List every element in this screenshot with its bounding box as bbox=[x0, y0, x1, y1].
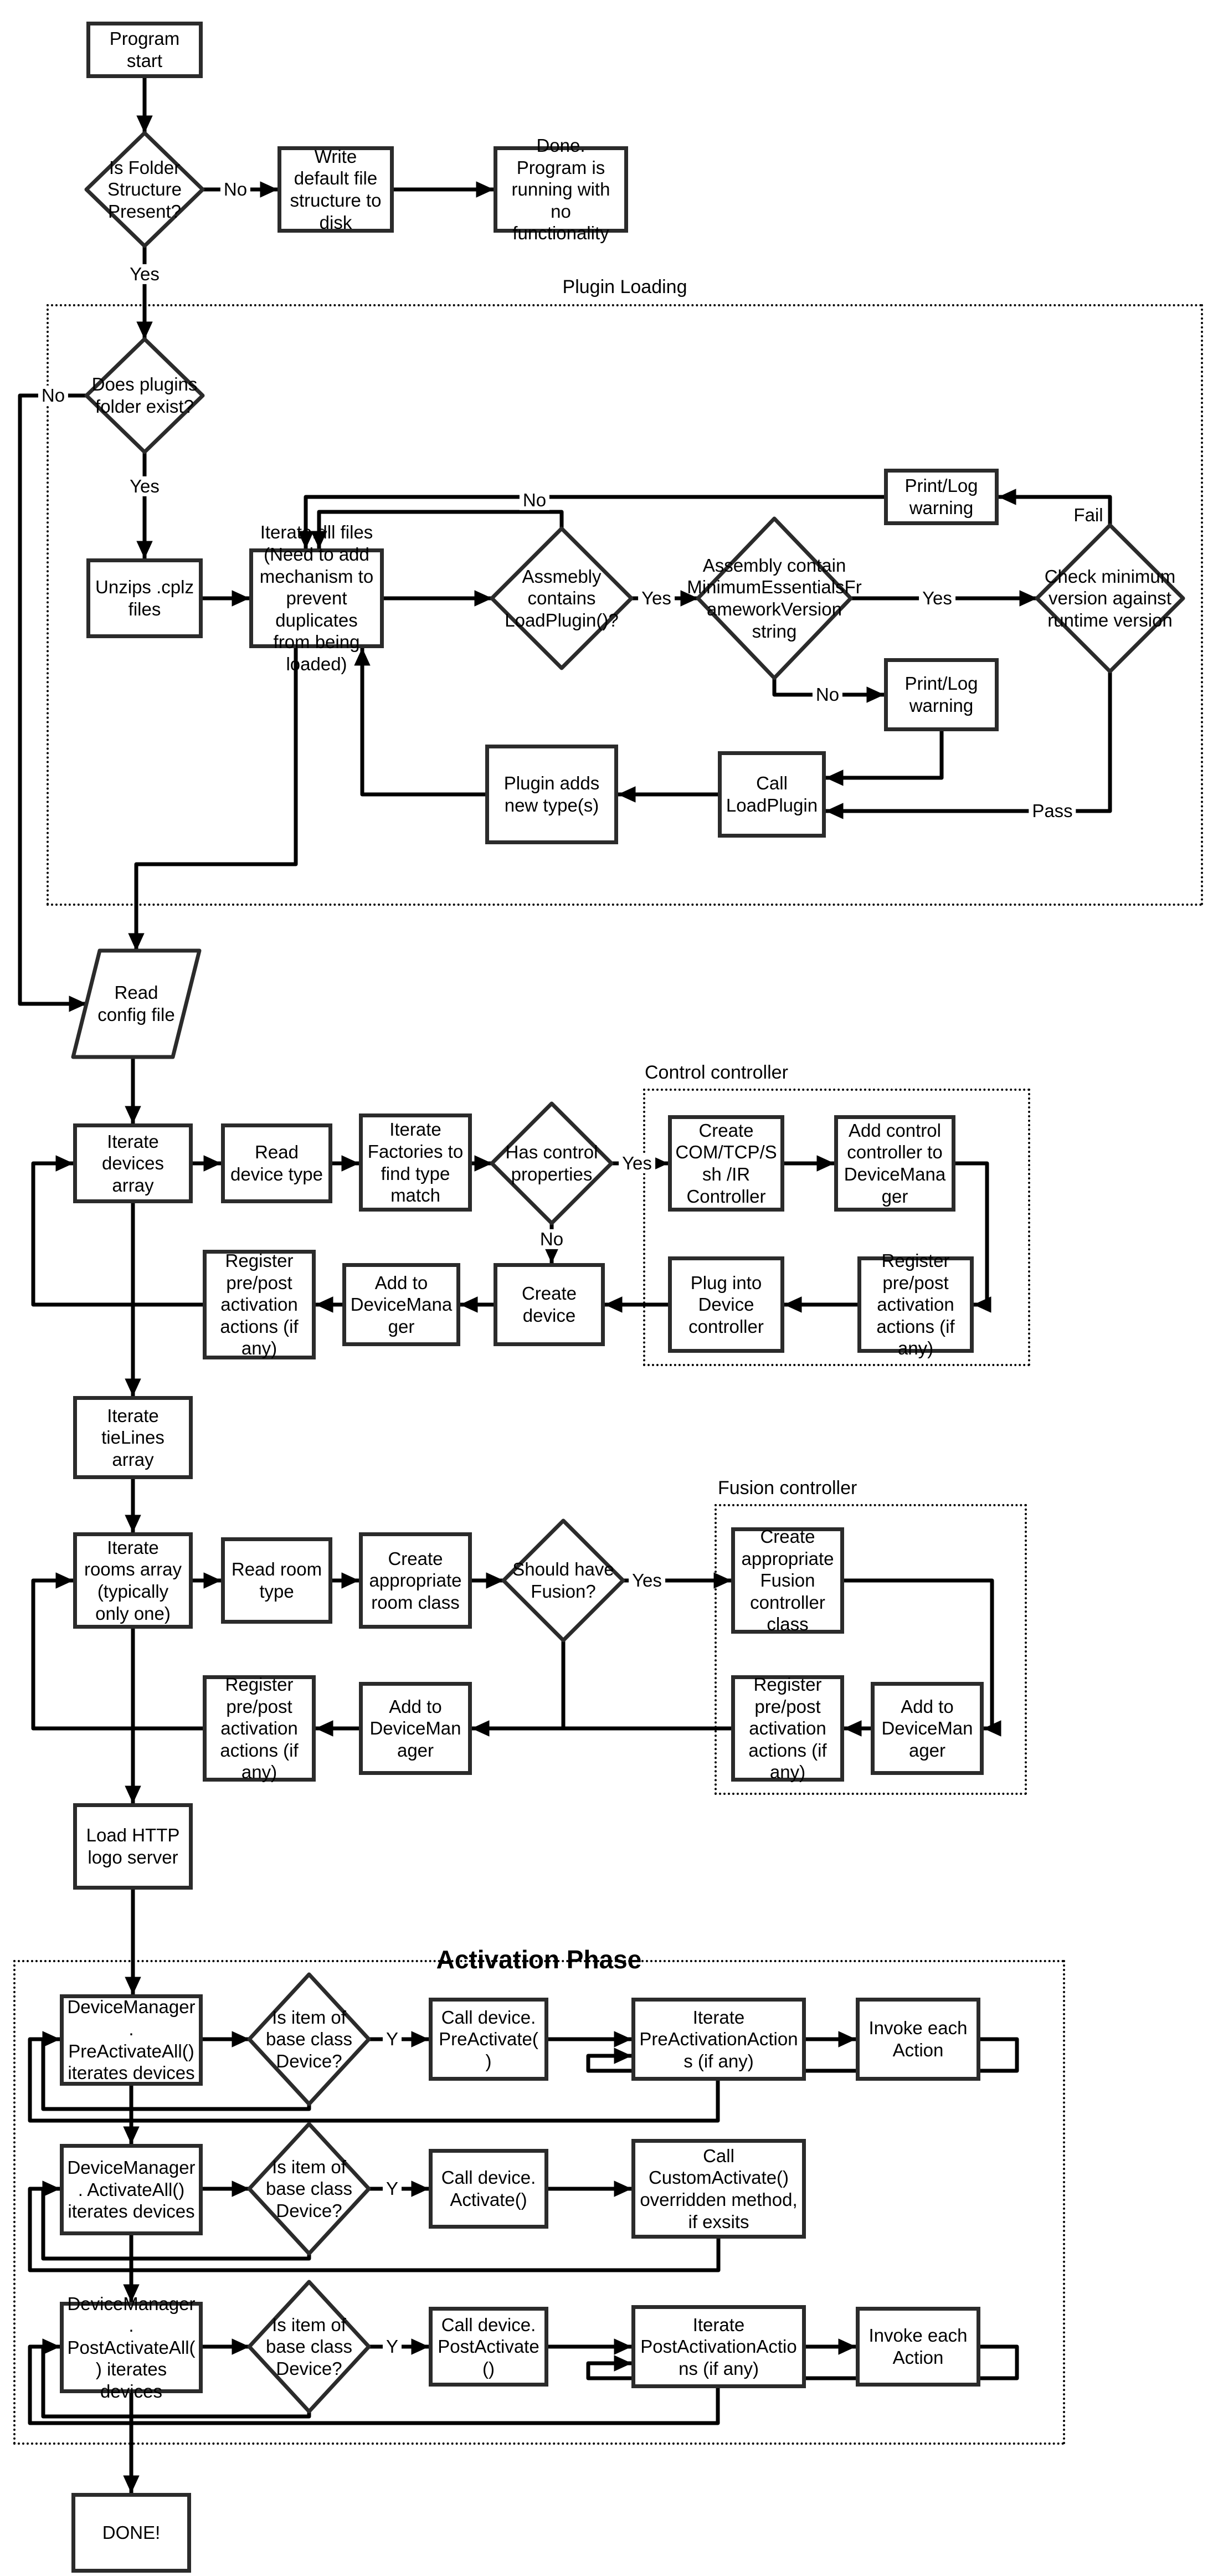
node-register-ctrl-actions: Register pre/post activation actions (if any) bbox=[857, 1256, 974, 1353]
edge-label-post-y: Y bbox=[383, 2337, 402, 2357]
edge-pluginadds-loop bbox=[362, 648, 485, 794]
edge-label-plugins-yes: Yes bbox=[126, 476, 163, 496]
node-dm-activateall: DeviceManager. ActivateAll() iterates devices bbox=[60, 2144, 203, 2235]
node-program-start: Program start bbox=[86, 22, 203, 78]
node-read-room-type: Read room type bbox=[221, 1537, 332, 1624]
node-call-preactivate: Call device. PreActivate() bbox=[429, 1998, 548, 2081]
edge-dll-to-config bbox=[136, 648, 296, 951]
edge-label-assmebly-yes: Yes bbox=[638, 588, 675, 608]
edge-label-control-no: No bbox=[537, 1229, 567, 1249]
edge-label-control-yes: Yes bbox=[619, 1153, 655, 1173]
edge-label-folder-no: No bbox=[220, 179, 250, 199]
node-invoke-each-action-3: Invoke each Action bbox=[856, 2307, 980, 2387]
edge-label-folder-yes: Yes bbox=[126, 264, 163, 284]
node-unzips-cplz: Unzips .cplz files bbox=[86, 558, 203, 638]
edge-label-assemblymin-yes: Yes bbox=[919, 588, 955, 608]
node-dm-postactivateall: DeviceManager. PostActivateAll() iterates devices bbox=[60, 2302, 203, 2393]
label-is-base-class-1: Is item of base class Device? bbox=[266, 2007, 352, 2071]
edge-label-plugins-no: No bbox=[38, 386, 68, 406]
node-write-default: Write default file structure to disk bbox=[277, 146, 394, 233]
fusion-controller-label: Fusion controller bbox=[718, 1477, 857, 1499]
node-read-device-type: Read device type bbox=[221, 1123, 332, 1203]
label-should-fusion: Should have Fusion? bbox=[512, 1559, 614, 1602]
node-add-control-controller: Add control controller to DeviceManager bbox=[834, 1115, 955, 1212]
node-plug-into-device-controller: Plug into Device controller bbox=[668, 1256, 784, 1353]
control-controller-label: Control controller bbox=[645, 1062, 788, 1083]
label-folder-present: Is Folder Structure Present? bbox=[107, 157, 182, 222]
edge-label-act-y: Y bbox=[383, 2179, 402, 2199]
node-call-activate: Call device. Activate() bbox=[429, 2149, 548, 2229]
label-read-config: Read config file bbox=[97, 982, 175, 1025]
plugin-loading-label: Plugin Loading bbox=[562, 276, 687, 297]
label-assmebly-loadplugin: Assmebly contains LoadPlugin()? bbox=[505, 566, 619, 630]
node-iterate-devices: Iterate devices array bbox=[73, 1123, 193, 1203]
node-iterate-rooms: Iterate rooms array (typically only one) bbox=[73, 1532, 193, 1629]
node-printlog-warning-bottom: Print/Log warning bbox=[884, 658, 999, 731]
node-iterate-tielines: Iterate tieLines array bbox=[73, 1396, 193, 1479]
edge-label-check-pass: Pass bbox=[1029, 801, 1076, 821]
label-is-base-class-2: Is item of base class Device? bbox=[266, 2156, 352, 2221]
node-dm-preactivateall: DeviceManager. PreActivateAll() iterates devices bbox=[60, 1994, 203, 2086]
edge-label-check-fail: Fail bbox=[1070, 505, 1106, 525]
label-assembly-minimum: Assembly contain MinimumEssentialsFrameworkVersion string bbox=[687, 555, 862, 642]
node-create-device: Create device bbox=[494, 1263, 605, 1346]
node-register-fusion-actions: Register pre/post activation actions (if any) bbox=[731, 1675, 844, 1782]
node-iterate-preactivationactions: Iterate PreActivationActions (if any) bbox=[631, 1998, 806, 2081]
node-call-postactivate: Call device. PostActivate() bbox=[429, 2307, 548, 2387]
node-plugin-adds-types: Plugin adds new type(s) bbox=[485, 745, 618, 844]
node-create-com-controller: Create COM/TCP/Ssh /IR Controller bbox=[668, 1115, 784, 1212]
node-register-room-actions: Register pre/post activation actions (if any) bbox=[203, 1675, 316, 1782]
edge-label-assmebly-no: No bbox=[520, 490, 549, 510]
edge-plugins-no bbox=[20, 396, 86, 1004]
label-check-min-version: Check minimum version against runtime version bbox=[1044, 566, 1176, 630]
node-add-to-devicemanager-dev: Add to DeviceManager bbox=[342, 1263, 460, 1346]
node-add-to-devicemanager-fusion: Add to DeviceManager bbox=[871, 1682, 984, 1775]
node-done: DONE! bbox=[71, 2493, 191, 2573]
node-create-room-class: Create appropriate room class bbox=[359, 1532, 472, 1629]
edge-printlogbottom-to-call bbox=[826, 731, 942, 778]
node-iterate-postactivationactions: Iterate PostActivationActions (if any) bbox=[631, 2305, 806, 2388]
node-load-http-logo-server: Load HTTP logo server bbox=[73, 1803, 193, 1890]
node-invoke-each-action-1: Invoke each Action bbox=[856, 1998, 980, 2081]
node-done-no-functionality: Done. Program is running with no functionality bbox=[494, 146, 628, 233]
activation-phase-label: Activation Phase bbox=[436, 1945, 642, 1974]
node-iterate-dll: Iterate.dll files (Need to add mechanism to prevent duplicates from being loaded) bbox=[249, 548, 384, 648]
node-create-fusion-controller: Create appropriate Fusion controller class bbox=[731, 1527, 844, 1634]
edge-label-pre-y: Y bbox=[383, 2029, 402, 2049]
label-is-base-class-3: Is item of base class Device? bbox=[266, 2314, 352, 2379]
node-call-customactivate: Call CustomActivate() overridden method, if exsits bbox=[631, 2139, 806, 2239]
edge-label-assemblymin-no: No bbox=[813, 685, 842, 705]
node-add-to-devicemanager-room: Add to DeviceManager bbox=[359, 1682, 472, 1775]
node-call-loadplugin: Call LoadPlugin bbox=[718, 751, 826, 838]
edge-label-fusion-yes: Yes bbox=[629, 1571, 665, 1590]
label-plugins-exist: Does plugins folder exist? bbox=[91, 374, 198, 417]
node-iterate-factories: Iterate Factories to find type match bbox=[359, 1113, 472, 1212]
label-has-control: Has control properties bbox=[505, 1142, 598, 1184]
node-register-dev-actions: Register pre/post activation actions (if any) bbox=[203, 1250, 316, 1359]
node-printlog-warning-top: Print/Log warning bbox=[884, 469, 999, 525]
